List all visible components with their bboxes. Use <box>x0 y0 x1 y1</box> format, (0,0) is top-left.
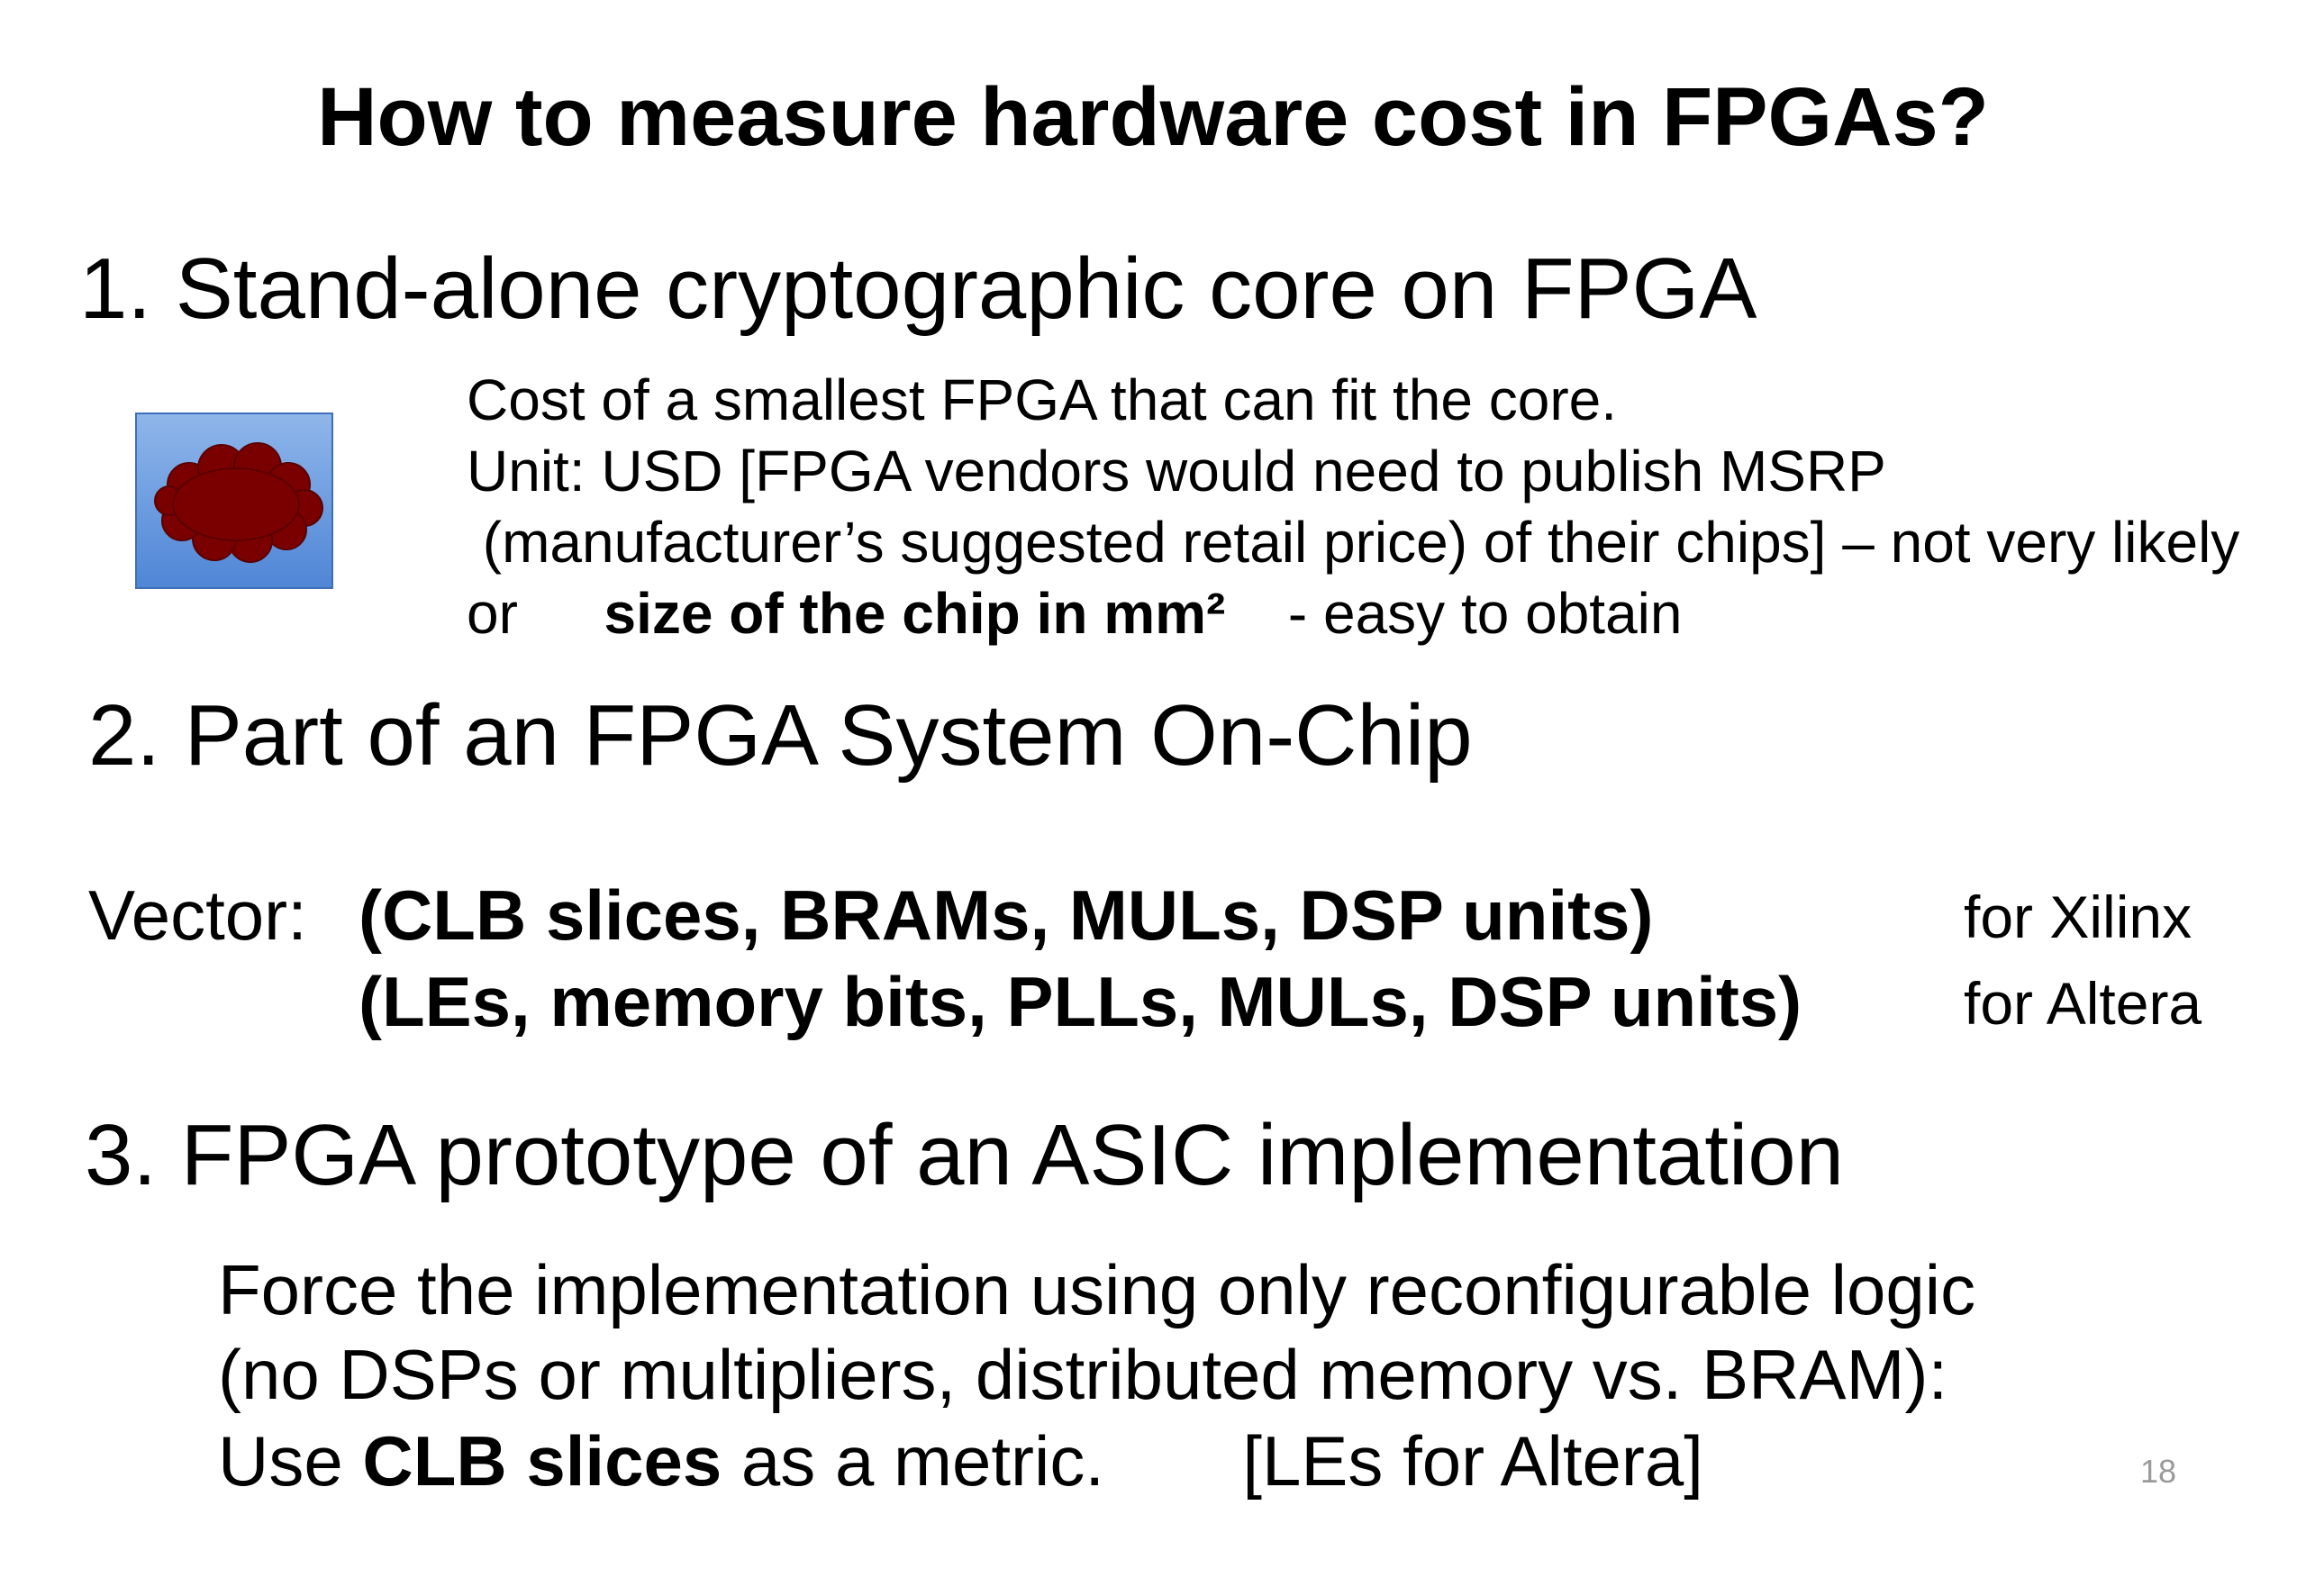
section-3-heading: 3. FPGA prototype of an ASIC implementation <box>85 1107 1845 1203</box>
section-3-line-2: (no DSPs or multipliers, distributed memory vs. BRAM): <box>218 1335 1948 1414</box>
clb-slices-text: CLB slices <box>362 1421 722 1501</box>
section-3-line-1: Force the implementation using only reconfigurable logic <box>218 1250 1976 1329</box>
page-number: 18 <box>2140 1453 2177 1490</box>
section-1-line-4 <box>467 577 1682 649</box>
altera-label: for Altera <box>1964 970 2202 1037</box>
section-1-heading: 1. Stand-alone cryptographic core on FPGA <box>79 240 1757 337</box>
line-4-suffix: - easy to obtain <box>1287 581 1683 646</box>
slide-title: How to measure hardware cost in FPGAs? <box>317 71 1989 163</box>
line-3-suffix: as a metric. <box>740 1421 1105 1501</box>
xilinx-vector: (CLB slices, BRAMs, MULs, DSP units) <box>359 875 1654 955</box>
cloud-icon-box <box>135 413 333 589</box>
vector-label: Vector: <box>88 875 307 955</box>
cloud-icon <box>137 414 331 587</box>
section-2-heading: 2. Part of an FPGA System On-Chip <box>88 687 1473 784</box>
line-4-prefix: or <box>467 581 518 646</box>
xilinx-label: for Xilinx <box>1964 884 2193 950</box>
section-1-line-2: Unit: USD [FPGA vendors would need to publish MSRP <box>467 439 1886 503</box>
section-1-line-1: Cost of a smallest FPGA that can fit the core. <box>467 367 1617 432</box>
chip-size-text: size of the chip in mm² <box>604 581 1226 646</box>
line-3-prefix: Use <box>218 1421 343 1501</box>
section-1-line-3: (manufacturer’s suggested retail price) of their chips] – not very likely <box>467 510 2240 575</box>
altera-note: [LEs for Altera] <box>1242 1421 1703 1501</box>
section-3-line-3 <box>218 1418 1703 1504</box>
altera-vector: (LEs, memory bits, PLLs, MULs, DSP units) <box>359 962 1802 1041</box>
